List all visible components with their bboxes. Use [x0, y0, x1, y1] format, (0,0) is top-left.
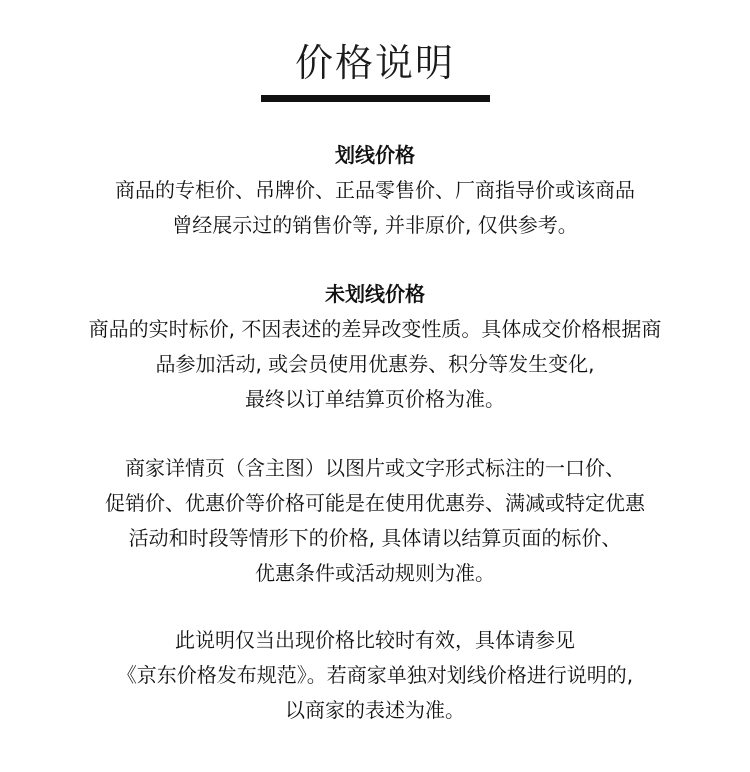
- section-text-line: 活动和时段等情形下的价格, 具体请以结算页面的标价、: [128, 526, 622, 550]
- section-text-line: 《京东价格发布规范》。若商家单独对划线价格进行说明的,: [116, 663, 634, 687]
- page-title: 价格说明: [294, 41, 455, 85]
- section-text-line: 优惠条件或活动规则为准。: [255, 561, 495, 585]
- section-text-line: 最终以订单结算页价格为准。: [245, 387, 505, 411]
- section-text-line: 商品的实时标价, 不因表述的差异改变性质。具体成交价格根据商: [88, 317, 662, 341]
- section-text-line: 此说明仅当出现价格比较时有效，具体请参见: [175, 628, 575, 652]
- section-non-strikethrough-price: [0, 277, 750, 417]
- section-heading: 划线价格: [335, 143, 415, 167]
- title-underline: [261, 95, 490, 102]
- section-text-line: 商家详情页（含主图）以图片或文字形式标注的一口价、: [125, 456, 625, 480]
- section-text-line: 以商家的表述为准。: [285, 698, 465, 722]
- section-merchant-detail-price: [0, 451, 750, 591]
- section-text-line: 商品的专柜价、吊牌价、正品零售价、厂商指导价或该商品: [115, 178, 635, 202]
- section-text-line: 曾经展示过的销售价等, 并非原价, 仅供参考。: [172, 213, 578, 237]
- section-text-line: 品参加活动, 或会员使用优惠券、积分等发生变化,: [155, 352, 595, 376]
- section-strikethrough-price: [0, 138, 750, 243]
- section-validity-note: [0, 623, 750, 728]
- section-heading: 未划线价格: [325, 282, 425, 306]
- section-text-line: 促销价、优惠价等价格可能是在使用优惠券、满减或特定优惠: [105, 491, 645, 515]
